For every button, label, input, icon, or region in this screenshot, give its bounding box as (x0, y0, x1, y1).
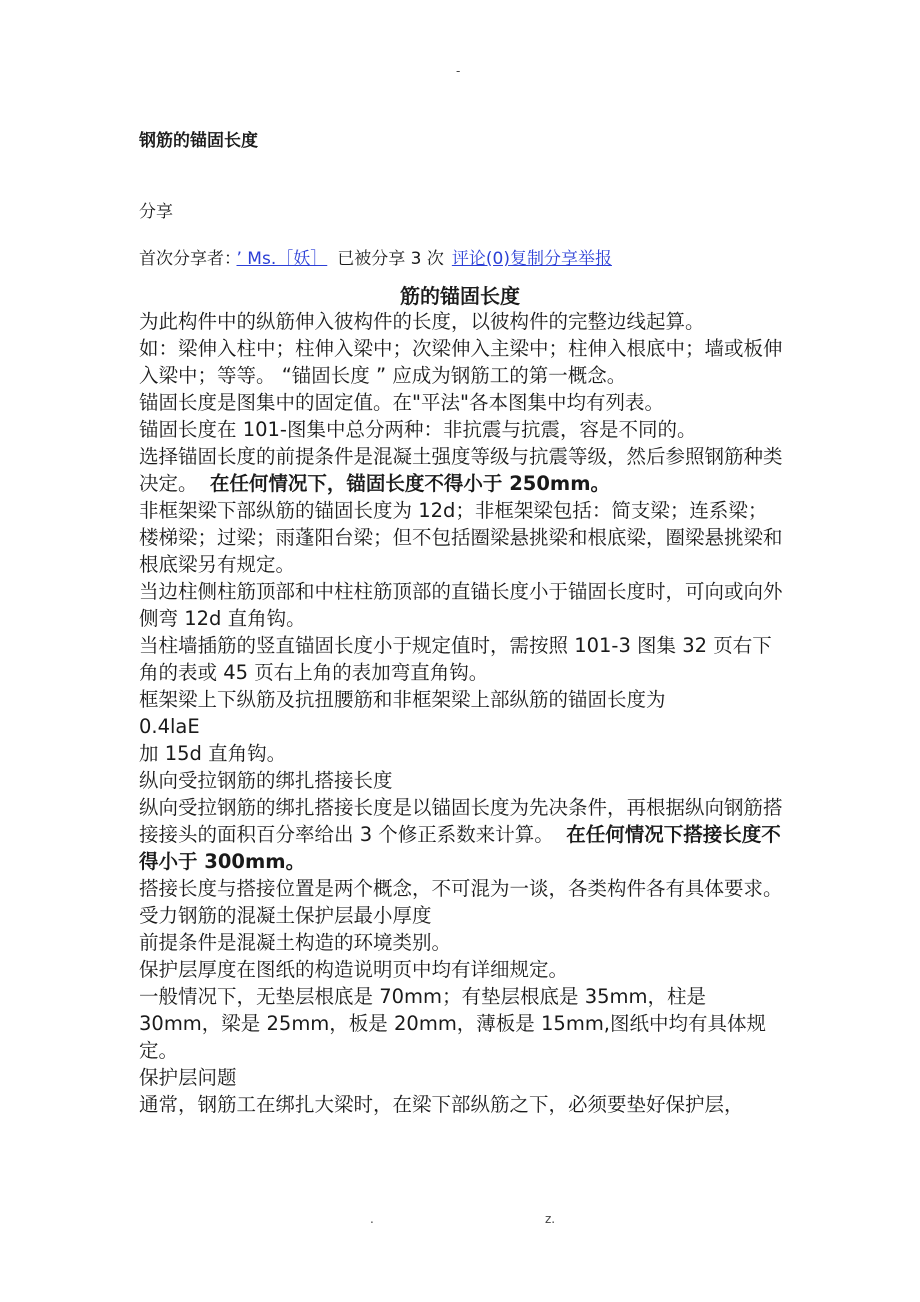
paragraph-text: 前提条件是混凝土构造的环境类别。 (139, 931, 452, 954)
paragraph-text: 一般情况下，无垫层根底是 70mm；有垫层根底是 35mm，柱是 30mm，梁是 25mm，板是 20mm，薄板是 15mm,图纸中均有具体规定。 (139, 985, 767, 1062)
paragraph-text: 通常，钢筋工在绑扎大梁时，在梁下部纵筋之下，必须要垫好保护层， (139, 1093, 744, 1116)
paragraph-text: 非框架梁下部纵筋的锚固长度为 12d；非框架梁包括：简支梁；连系梁；楼梯梁；过梁；雨蓬阳台梁；但不包括圈梁悬挑梁和根底梁，圈梁悬挑梁和根底梁另有规定。 (139, 499, 783, 576)
body-paragraph (139, 767, 783, 794)
paragraph-text: 纵向受拉钢筋的绑扎搭接长度 (139, 769, 393, 792)
paragraph-text: 锚固长度是图集中的固定值。在"平法"各本图集中均有列表。 (139, 391, 664, 414)
body-paragraph (139, 713, 783, 740)
sharer-name-link[interactable]: ’ Ms.［妖］ (236, 249, 328, 269)
paragraph-text: 搭接长度与搭接位置是两个概念，不可混为一谈，各类构件各有具体要求。 (139, 877, 783, 900)
paragraph-text: 加 15d 直角钩。 (139, 742, 287, 765)
share-count: 已被分享 3 次 (337, 249, 444, 269)
body-paragraph (139, 497, 783, 578)
comment-copy-report-links[interactable]: 评论(0)复制分享举报 (451, 249, 612, 269)
body-paragraph (139, 956, 783, 983)
paragraph-text: 受力钢筋的混凝土保护层最小厚度 (139, 904, 432, 927)
doc-title: 钢筋的锚固长度 (139, 131, 258, 151)
body-paragraph (139, 794, 783, 875)
body-paragraph (139, 902, 783, 929)
article-title: 筋的锚固长度 (400, 284, 520, 308)
body-paragraph (139, 929, 783, 956)
sharer-prefix: 首次分享者： (139, 249, 233, 269)
paragraph-text: 当柱墙插筋的竖直锚固长度小于规定值时，需按照 101-3 图集 32 页右下角的表或 45 页右上角的表加弯直角钩。 (139, 634, 772, 684)
body-paragraph (139, 308, 783, 335)
paragraph-text: 为此构件中的纵筋伸入彼构件的长度，以彼构件的完整边线起算。 (139, 310, 705, 333)
paragraph-bold-emphasis: 在任何情况下，锚固长度不得小于 250mm。 (209, 472, 611, 495)
footer-mark-right: z. (545, 1212, 556, 1226)
body-paragraph (139, 686, 783, 713)
paragraph-text: 锚固长度在 101-图集中总分两种：非抗震与抗震，容是不同的。 (139, 418, 697, 441)
article-body (139, 308, 783, 1118)
paragraph-text: 保护层问题 (139, 1066, 237, 1089)
paragraph-text: 框架梁上下纵筋及抗扭腰筋和非框架梁上部纵筋的锚固长度为 (139, 688, 666, 711)
header-mark: - (456, 64, 461, 78)
paragraph-text: 保护层厚度在图纸的构造说明页中均有详细规定。 (139, 958, 569, 981)
body-paragraph (139, 389, 783, 416)
body-paragraph (139, 632, 783, 686)
paragraph-text: 选择锚固长度的前提条件是混凝土强度等级与抗震等级，然后参照钢筋种类决定。 (139, 445, 783, 495)
body-paragraph (139, 335, 783, 389)
sharer-line (139, 244, 612, 269)
body-paragraph (139, 416, 783, 443)
body-paragraph (139, 875, 783, 902)
paragraph-text: 纵向受拉钢筋的绑扎搭接长度是以锚固长度为先决条件，再根据纵向钢筋搭接接头的面积百分率给出 3 个修正系数来计算。 (139, 796, 783, 846)
body-paragraph (139, 578, 783, 632)
body-paragraph (139, 1064, 783, 1091)
paragraph-text: 0.4laE (139, 715, 200, 738)
body-paragraph (139, 983, 783, 1064)
body-paragraph (139, 1091, 783, 1118)
paragraph-text: 当边柱侧柱筋顶部和中柱柱筋顶部的直锚长度小于锚固长度时，可向或向外侧弯 12d 直角钩。 (139, 580, 783, 630)
share-label[interactable]: 分享 (139, 202, 173, 222)
paragraph-bold-emphasis: 在任何情况下搭接长度不得小于 300mm。 (139, 823, 781, 873)
body-paragraph (139, 740, 783, 767)
paragraph-text: 如：梁伸入柱中；柱伸入梁中；次梁伸入主梁中；柱伸入根底中；墙或板伸入梁中；等等。 “锚固长度 ” 应成为钢筋工的第一概念。 (139, 337, 783, 387)
body-paragraph (139, 443, 783, 497)
footer-mark-left: . (370, 1212, 374, 1226)
